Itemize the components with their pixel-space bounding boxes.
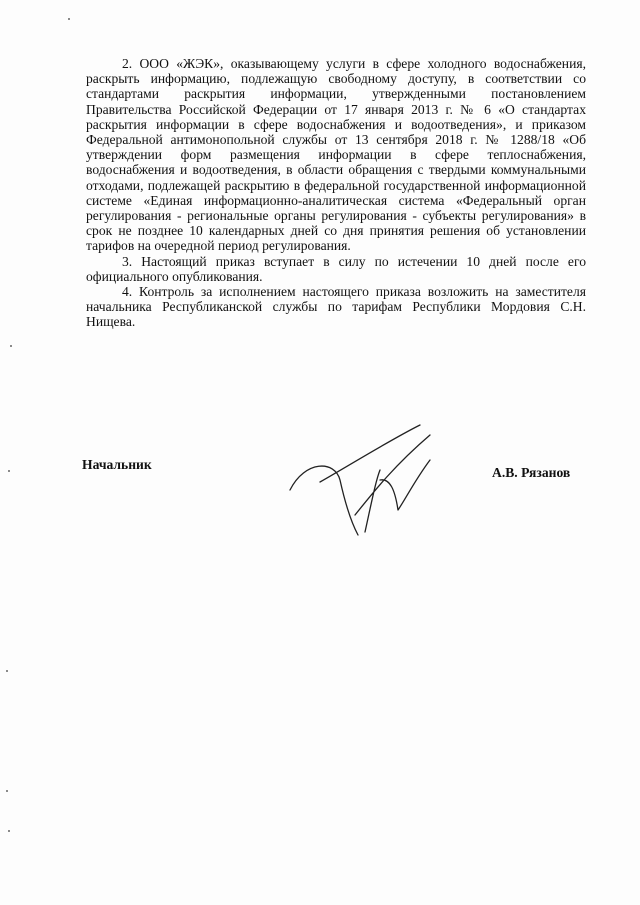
handwritten-signature: [280, 420, 450, 540]
paragraph-2: 2. ООО «ЖЭК», оказывающему услуги в сфере холодного водоснабжения, раскрыть информацию, подлежащую свободному доступу, в соответствии со стандартами раскрытия информации, утвержденными постановлением Правительства Российской Федерации от 17 января 2013 г. № 6 «О стандартах раскрытия информации в сфере водоснабжения и водоотведения», и приказом Федеральной антимонопольной службы от 13 сентября 2018 г. № 1288/18 «Об утверждении форм размещения информации в сфере теплоснабжения, водоснабжения и водоотведения, в области обращения с твердыми коммунальными отходами, подлежащей раскрытию в федеральной государственной информационной системе «Единая информационно-аналитическая система «Федеральный орган регулирования - региональные органы регулирования - субъекты регулирования» в срок не позднее 10 календарных дней со дня принятия решения об установлении тарифов на очередной период регулирования.: [86, 56, 586, 254]
scan-speck: [6, 790, 8, 792]
signatory-title: Начальник: [82, 457, 152, 472]
paragraph-3: 3. Настоящий приказ вступает в силу по истечении 10 дней после его официального опубликования.: [86, 253, 586, 284]
scan-speck: [8, 830, 10, 832]
scan-speck: [8, 470, 10, 472]
paragraph-4: 4. Контроль за исполнением настоящего приказа возложить на заместителя начальника Республиканской службы по тарифам Республики Мордовия С.Н. Нищева.: [86, 284, 586, 330]
scan-speck: [10, 345, 12, 347]
scan-speck: [6, 670, 8, 672]
scan-speck: [68, 18, 70, 20]
document-body: [86, 56, 586, 330]
signatory-name: А.В. Рязанов: [492, 465, 571, 480]
